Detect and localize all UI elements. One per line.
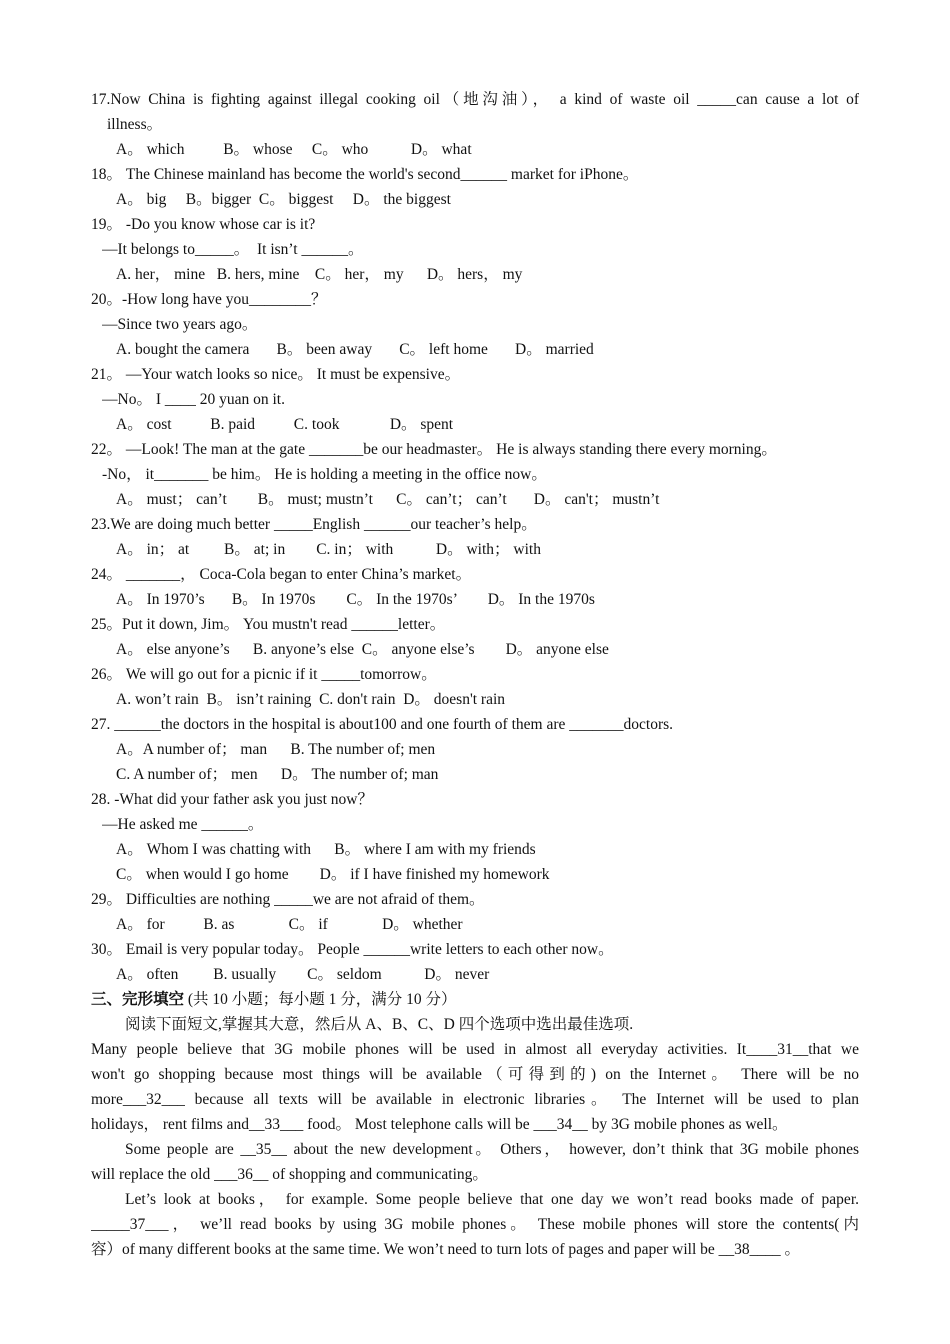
answer-options: A。 often B. usually C。 seldom D。 never [116,966,490,983]
section-instruction: 阅读下面短文,掌握其大意，然后从 A、B、C、D 四个选项中选出最佳选项. [125,1016,634,1033]
answer-options: A。 which B。 whose C。 who D。 what [116,141,472,158]
question-line: 28. -What did your father ask you just now？ [91,791,373,808]
answer-options: A. won’t rain B。 isn’t raining C. don't rain D。 doesn't rain [116,691,506,708]
question-line: 24。 _______， Coca-Cola began to enter China’s market。 [91,566,472,583]
section-heading [91,987,859,1012]
answer-options: A。 cost B. paid C. took D。 spent [116,416,454,433]
answer-options: A。 for B. as C。 if D。 whether [116,916,463,933]
answer-options: C. A number of； men D。 The number of; man [116,766,439,783]
dialogue-line: —He asked me ______。 [102,816,264,833]
passage-line: will replace the old ___36__ of shopping and communicating。 [91,1166,488,1183]
answer-options: A。 else anyone’s B. anyone’s else C。 anyone else’s D。 anyone else [116,641,609,658]
answer-options: A。 In 1970’s B。 In 1970s C。 In the 1970s’ D。 In the 1970s [116,591,595,608]
question-line: 26。 We will go out for a picnic if it _____tomorrow。 [91,666,437,683]
dialogue-line: —Since two years ago。 [102,316,258,333]
dialogue-line: —No。 I ____ 20 yuan on it. [102,391,285,408]
answer-options: C。 when would I go home D。 if I have finished my homework [116,866,550,883]
question-line: 23.We are doing much better _____English ______our teacher’s help。 [91,516,537,533]
question-line: 18。 The Chinese mainland has become the world's second______ market for iPhone。 [91,166,639,183]
answer-options: A。A number of； man B. The number of; men [116,741,436,758]
answer-options: A。 big B。bigger C。 biggest D。 the biggest [116,191,451,208]
question-line: 30。 Email is very popular today。 People ______write letters to each other now。 [91,941,614,958]
passage-line: _____37___， we’ll read books by using 3G mobile phones。 These mobile phones will store the contents(内 [91,1216,859,1233]
passage-line: 容）of many different books at the same time. We won’t need to turn lots of pages and paper will be __38____ 。 [91,1241,801,1258]
passage-line: won't go shopping because most things will be available（可得到的) on the Internet。 There will be no [91,1066,859,1083]
dialogue-line: —It belongs to_____。 It isn’t ______。 [102,241,364,258]
passage-line: Some people are __35__ about the new development。 Others， however, don’t think that 3G mobile phones [125,1141,859,1158]
question-line: 17.Now China is fighting against illegal cooking oil（地沟油）， a kind of waste oil _____can cause a lot of [91,91,859,108]
question-line: 22。 —Look! The man at the gate _______be our headmaster。 He is always standing there every morning。 [91,441,777,458]
answer-options: A。 in； at B。 at; in C. in； with D。 with； with [116,541,541,558]
passage-line: holidays， rent films and__33___ food。 Most telephone calls will be ___34__ by 3G mobile phones as well。 [91,1116,788,1133]
question-line: 25。Put it down, Jim。 You mustn't read ______letter。 [91,616,446,633]
answer-options: A. bought the camera B。 been away C。 left home D。 married [116,341,594,358]
question-line: 29。 Difficulties are nothing _____we are not afraid of them。 [91,891,485,908]
question-continuation: illness。 [107,116,163,133]
dialogue-line: -No， it_______ be him。 He is holding a meeting in the office now。 [102,466,547,483]
passage-line: Let’s look at books， for example. Some people believe that one day we won’t read books made of paper. [125,1191,859,1208]
question-line: 19。 -Do you know whose car is it? [91,216,316,233]
answer-options: A。 must； can’t B。 must; mustn’t C。 can’t； can’t D。 can't； mustn’t [116,491,660,508]
section-note: (共 10 小题；每小题 1 分，满分 10 分） [184,991,457,1008]
question-line: 21。 —Your watch looks so nice。 It must be expensive。 [91,366,461,383]
question-line: 27. ______the doctors in the hospital is about100 and one fourth of them are _______doctors. [91,716,674,733]
answer-options: A. her， mine B. hers, mine C。 her， my D。 hers， my [116,266,523,283]
passage-line: more___32___ because all texts will be available in electronic libraries。 The Internet will be used to plan [91,1091,859,1108]
passage-line: Many people believe that 3G mobile phones will be used in almost all everyday activities. It____31__that we [91,1041,859,1058]
section-title: 三、完形填空 [91,991,185,1008]
question-line: 20。-How long have you________？ [91,291,327,308]
answer-options: A。 Whom I was chatting with B。 where I am with my friends [116,841,536,858]
